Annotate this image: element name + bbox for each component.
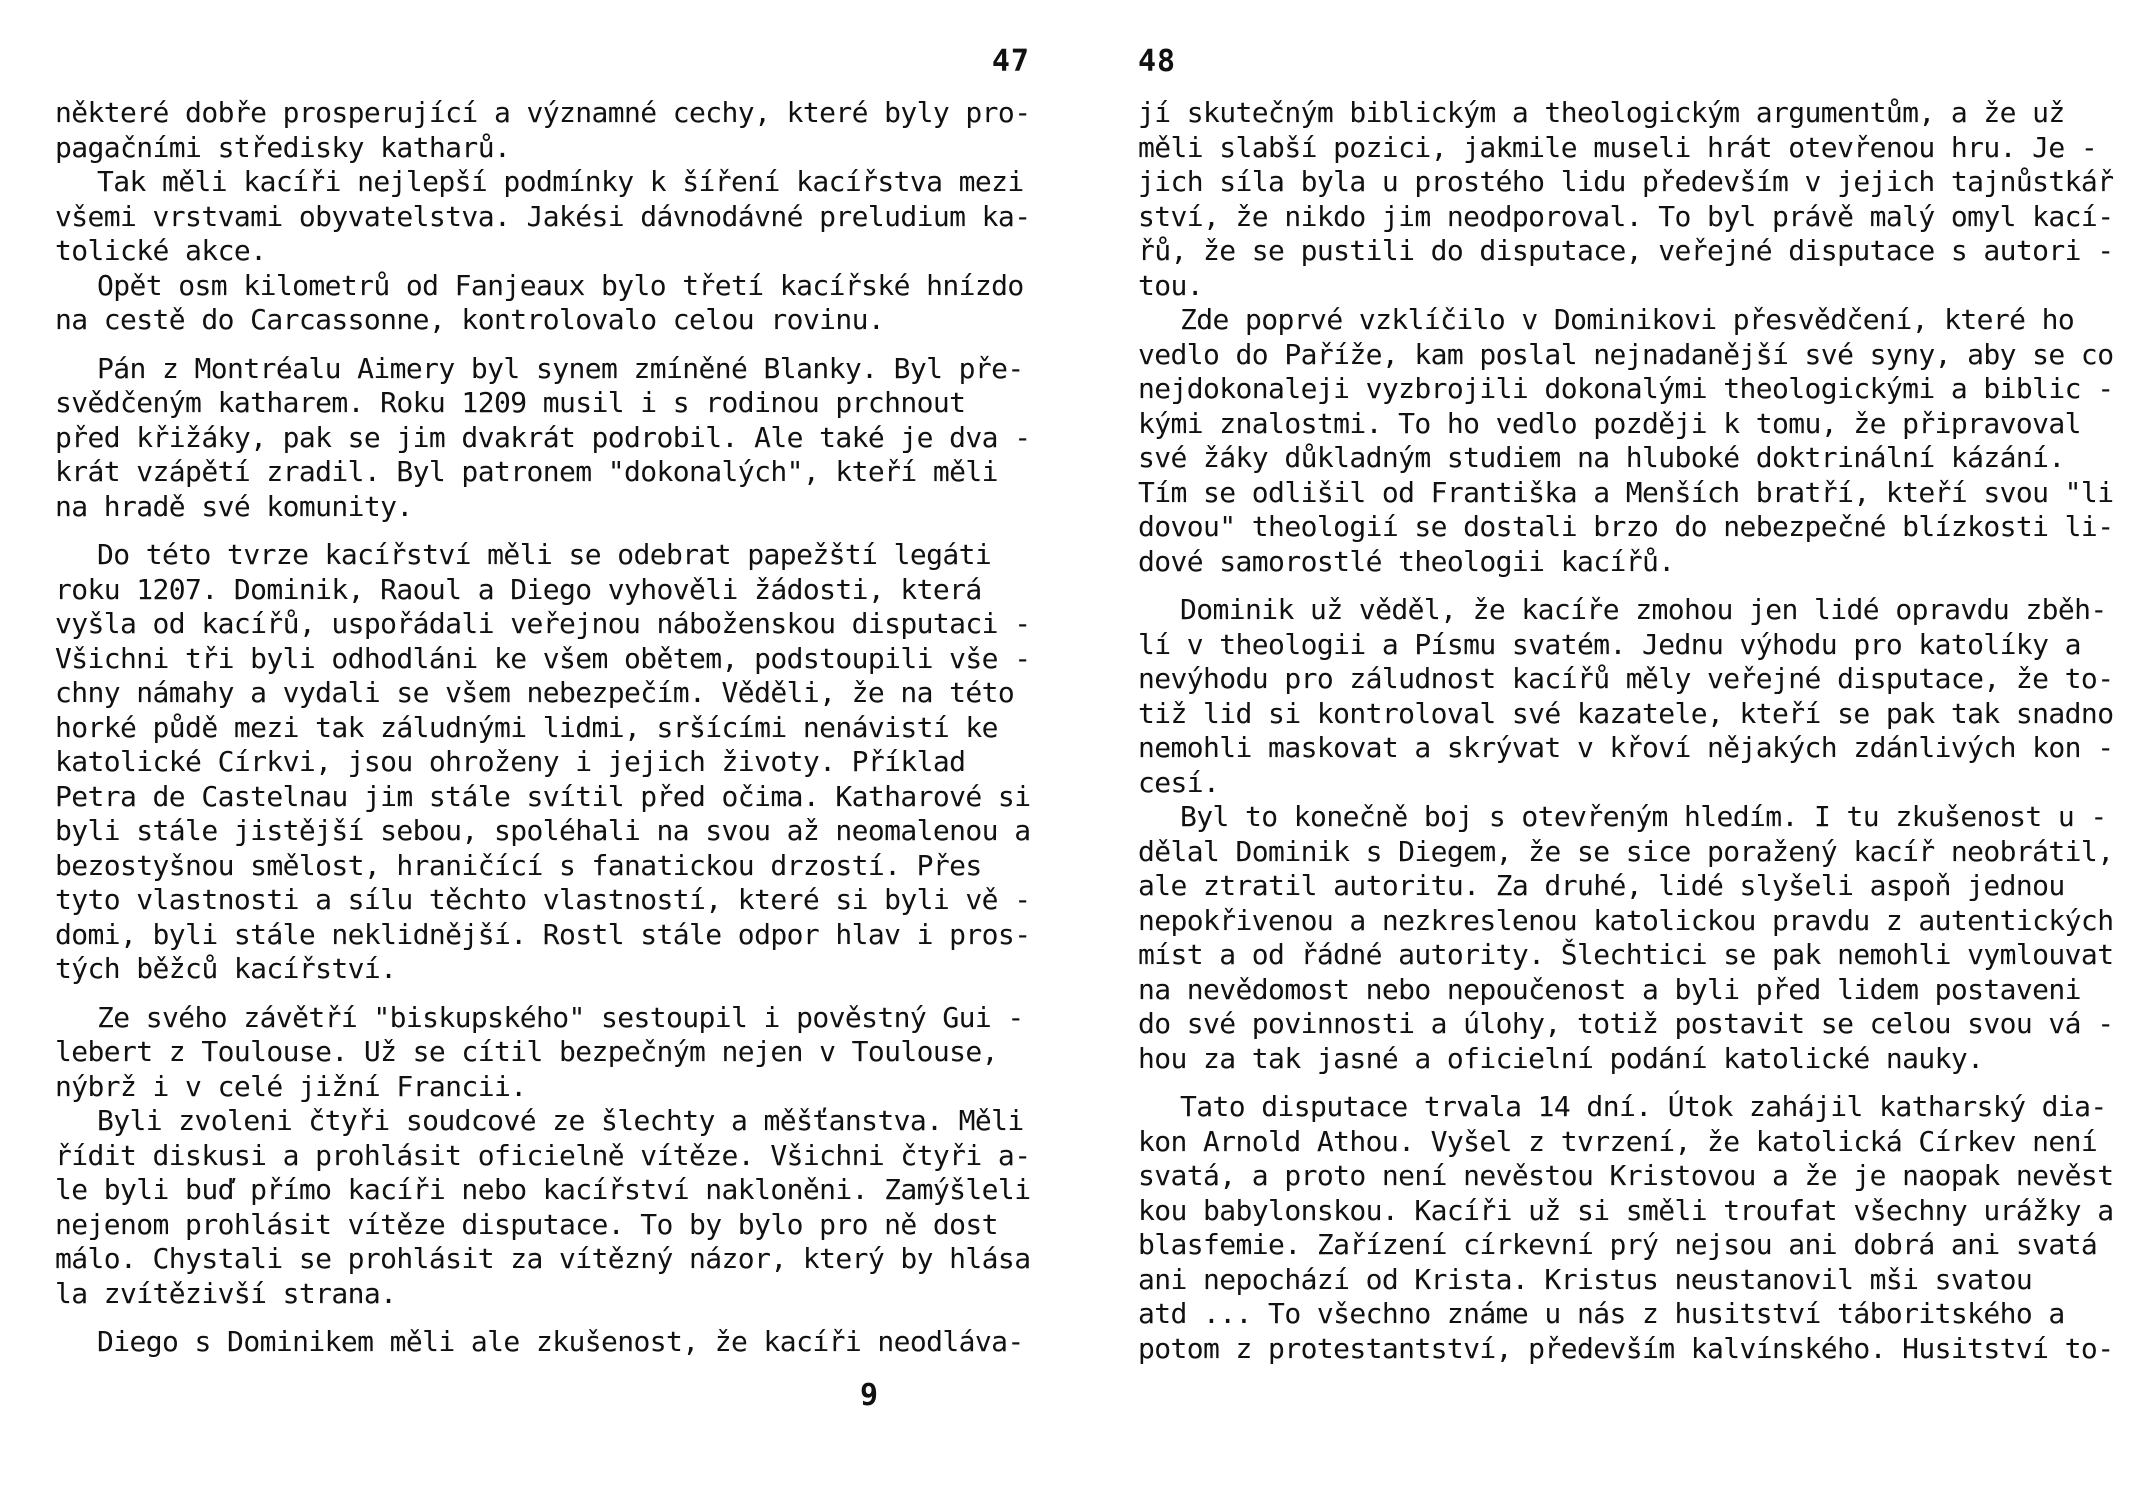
text-line: Tato disputace trvala 14 dní. Útok zahájil katharský dia- [1180, 1090, 2107, 1123]
text-line: Pán z Montréalu Aimery byl synem zmíněné Blanky. Byl pře- [97, 351, 1024, 385]
text-line: dělal Dominik s Diegem, že se sice poražený kacíř neobrátil, [1138, 834, 2114, 868]
text-line: la zvítězivší strana. [55, 1276, 397, 1310]
left-page-text [55, 96, 1030, 1360]
text-line: Diego s Dominikem měli ale zkušenost, že kacíři neodláva- [97, 1325, 1024, 1358]
text-line: atd ... To všechno známe u nás z husitství táboritského a [1138, 1297, 2065, 1330]
text-line: tých běžců kacířství. [55, 952, 397, 985]
text-line: do své povinnosti a úlohy, totiž postavit se celou svou vá - [1138, 1007, 2114, 1040]
text-line: Tak měli kacíři nejlepší podmínky k šíření kacířstva mezi [97, 165, 1024, 198]
text-line: dové samorostlé theologii kacířů. [1138, 544, 1675, 578]
text-line: Dominik už věděl, že kacíře zmohou jen lidé opravdu zběh- [1180, 593, 2107, 626]
text-line: vedlo do Paříže, kam poslal nejnadanější své syny, aby se co [1138, 337, 2114, 371]
text-line: tou. [1138, 268, 1204, 302]
text-line: na hradě své komunity. [55, 489, 413, 523]
text-line: Opět osm kilometrů od Fanjeaux bylo třetí kacířské hnízdo [97, 268, 1024, 302]
right-page [1138, 0, 2114, 1500]
text-line: blasfemie. Zařízení církevní prý nejsou ani dobrá ani svatá [1138, 1228, 2098, 1261]
text-line: nejenom prohlásit vítěze disputace. To by bylo pro ně dost [55, 1207, 998, 1241]
text-line: nepokřivenou a nezkreslenou katolickou pravdu z autentických [1138, 903, 2114, 937]
paragraph [55, 1325, 1030, 1360]
text-line: míst a od řádné autority. Šlechtici se pak nemohli vymlouvat [1138, 938, 2114, 971]
paragraph [55, 1104, 1030, 1311]
text-line: byli stále jistější sebou, spoléhali na svou až neomalenou a [55, 814, 1031, 847]
text-line: cesí. [1138, 765, 1220, 799]
text-line: roku 1207. Dominik, Raoul a Diego vyhověli žádosti, která [55, 572, 982, 606]
text-line: kou babylonskou. Kacíři už si směli troufat všechny urážky a [1138, 1193, 2114, 1227]
text-line: hou za tak jasné a oficielní podání katolické nauky. [1138, 1041, 1984, 1075]
text-line: krát vzápětí zradil. Byl patronem "dokonalých", kteří měli [55, 455, 998, 488]
text-line: bezostyšnou smělost, hraničící s fanatickou drzostí. Přes [55, 848, 982, 882]
paragraph [55, 269, 1030, 338]
paragraph [1138, 800, 2114, 1076]
text-line: málo. Chystali se prohlásit za vítězný názor, který by hlása [55, 1242, 1031, 1275]
paragraph [1138, 1090, 2114, 1366]
paragraph [55, 352, 1030, 525]
text-line: některé dobře prosperující a významné cechy, které byly pro- [55, 96, 1031, 129]
text-line: Byl to konečně boj s otevřeným hledím. I tu zkušenost u - [1180, 800, 2107, 833]
text-line: na cestě do Carcassonne, kontrolovalo celou rovinu. [55, 303, 885, 336]
text-line: Petra de Castelnau jim stále svítil před očima. Katharové si [55, 779, 1031, 813]
text-line: své žáky důkladným studiem na hluboké doktrinální kázání. [1138, 441, 2065, 474]
text-line: ani nepochází od Krista. Kristus neustanovil mši svatou [1138, 1262, 2033, 1296]
paragraph [1138, 593, 2114, 800]
text-line: Ze svého závětří "biskupského" sestoupil i pověstný Gui - [97, 1000, 1024, 1034]
text-line: le byli buď přímo kacíři nebo kacířství nakloněni. Zamýšleli [55, 1173, 1031, 1206]
text-line: katolické Církvi, jsou ohroženy i jejich životy. Příklad [55, 745, 966, 778]
text-line: tolické akce. [55, 234, 267, 267]
text-line: horké půdě mezi tak záludnými lidmi, sršícími nenávistí ke [55, 710, 998, 744]
text-line: lí v theologii a Písmu svatém. Jednu výhodu pro katolíky a [1138, 627, 2081, 661]
left-page [55, 0, 1030, 1500]
page-number-right: 48 [1138, 44, 1177, 79]
text-line: nejdokonaleji vyzbrojili dokonalými theologickými a biblic - [1138, 372, 2114, 405]
text-line: nýbrž i v celé jižní Francii. [55, 1069, 527, 1103]
text-line: Tím se odlišil od Františka a Menších bratří, kteří svou "li [1138, 475, 2114, 509]
paragraph [55, 165, 1030, 269]
paragraph [1138, 96, 2114, 303]
paragraph [1138, 303, 2114, 579]
text-line: nemohli maskovat a skrývat v křoví nějakých zdánlivých kon - [1138, 731, 2114, 764]
text-line: všemi vrstvami obyvatelstva. Jakési dávnodávné preludium ka- [55, 199, 1031, 233]
text-line: lebert z Toulouse. Už se cítil bezpečným nejen v Toulouse, [55, 1035, 998, 1068]
page-number-left: 47 [991, 44, 1030, 79]
right-page-text [1138, 96, 2114, 1366]
text-line: domi, byli stále neklidnější. Rostl stále odpor hlav i pros- [55, 917, 1031, 951]
text-line: svatá, a proto není nevěstou Kristovou a že je naopak nevěst [1138, 1159, 2114, 1192]
text-line: Byli zvoleni čtyři soudcové ze šlechty a měšťanstva. Měli [97, 1104, 1024, 1137]
text-line: kon Arnold Athou. Vyšel z tvrzení, že katolická Církev není [1138, 1124, 2098, 1158]
text-line: ale ztratil autoritu. Za druhé, lidé slyšeli aspoň jednou [1138, 869, 2065, 902]
text-line: jich síla byla u prostého lidu především v jejich tajnůstkář [1138, 165, 2114, 198]
text-line: potom z protestantství, především kalvínského. Husitství to- [1138, 1331, 2114, 1365]
text-line: před křižáky, pak se jim dvakrát podrobil. Ale také je dva - [55, 420, 1031, 454]
text-line: kými znalostmi. To ho vedlo později k tomu, že připravoval [1138, 406, 2081, 440]
text-line: vyšla od kacířů, uspořádali veřejnou náboženskou disputaci - [55, 607, 1031, 640]
text-line: chny námahy a vydali se všem nebezpečím. Věděli, že na této [55, 676, 1015, 709]
paragraph [55, 538, 1030, 987]
paragraph [55, 1001, 1030, 1105]
text-line: na nevědomost nebo nepoučenost a byli před lidem postaveni [1138, 972, 2081, 1006]
text-line: svědčeným katharem. Roku 1209 musil i s rodinou prchnout [55, 386, 966, 419]
text-line: Všichni tři byli odhodláni ke všem obětem, podstoupili vše - [55, 641, 1031, 675]
text-line: jí skutečným biblickým a theologickým argumentům, a že už [1138, 96, 2065, 129]
text-line: tyto vlastnosti a sílu těchto vlastností, které si byli vě - [55, 883, 1031, 916]
text-line: Do této tvrze kacířství měli se odebrat papežští legáti [97, 538, 992, 571]
text-line: řídit diskusi a prohlásit oficielně vítěze. Všichni čtyři a- [55, 1138, 1031, 1172]
sheet-number: 9 [860, 1378, 879, 1413]
text-line: nevýhodu pro záludnost kacířů měly veřejné disputace, že to- [1138, 662, 2114, 695]
text-line: tiž lid si kontroloval své kazatele, kteří se pak tak snadno [1138, 696, 2114, 730]
text-line: ství, že nikdo jim neodporoval. To byl právě malý omyl kací- [1138, 199, 2114, 233]
paragraph [55, 96, 1030, 165]
text-line: pagačními středisky katharů. [55, 130, 511, 164]
text-line: dovou" theologií se dostali brzo do nebezpečné blízkosti li- [1138, 510, 2114, 543]
text-line: Zde poprvé vzklíčilo v Dominikovi přesvědčení, které ho [1180, 303, 2075, 336]
text-line: měli slabší pozici, jakmile museli hrát otevřenou hru. Je - [1138, 130, 2098, 164]
text-line: řů, že se pustili do disputace, veřejné disputace s autori - [1138, 234, 2114, 267]
